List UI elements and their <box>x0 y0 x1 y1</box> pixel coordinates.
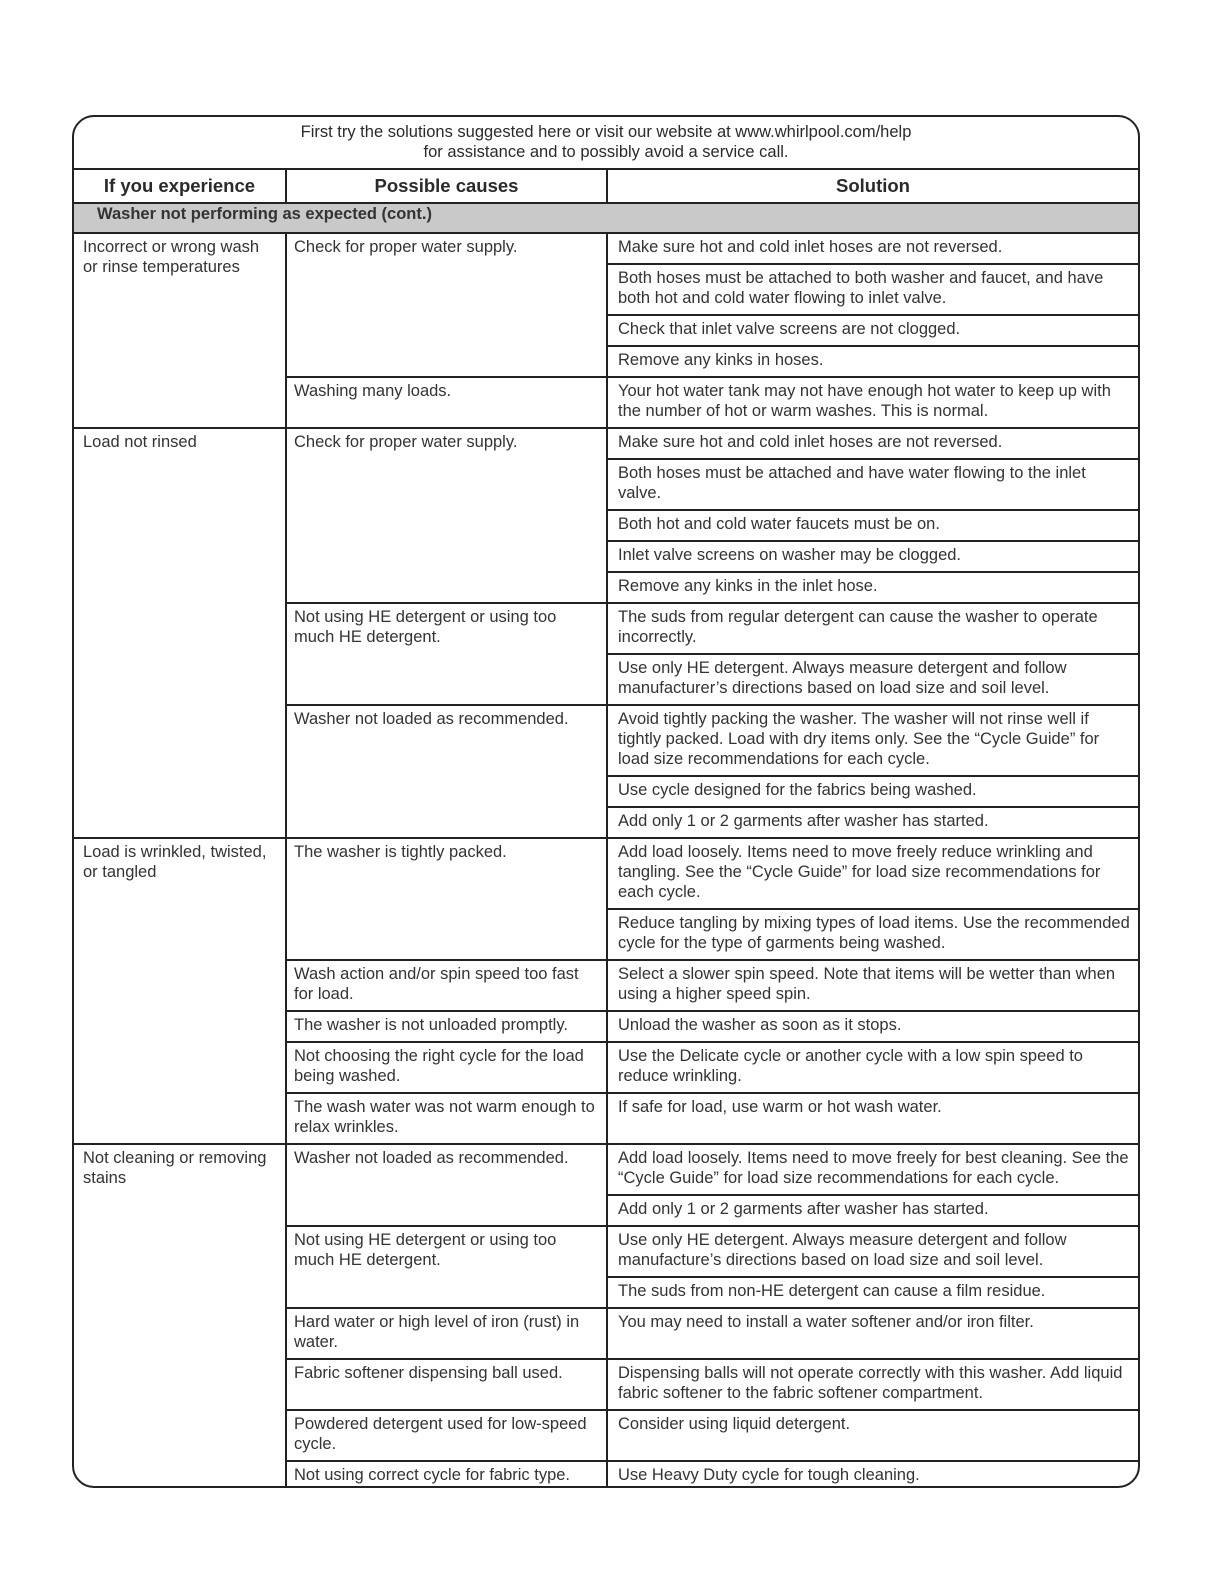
solution-cell: Check that inlet valve screens are not clogged. <box>607 315 1138 346</box>
cause-cell: Hard water or high level of iron (rust) in water. <box>286 1308 607 1359</box>
cause-cell: Washing many loads. <box>286 377 607 428</box>
header-solution: Solution <box>607 170 1138 203</box>
solution-cell: Add load loosely. Items need to move freely reduce wrinkling and tangling. See the “Cycle Guide” for load size recommendations for each cycle. <box>607 838 1138 909</box>
experience-cell: Load not rinsed <box>74 428 286 838</box>
section-row <box>74 203 1138 233</box>
solution-cell: Use Heavy Duty cycle for tough cleaning. <box>618 1466 920 1484</box>
cause-cell: The washer is tightly packed. <box>286 838 607 960</box>
cause-cell: The washer is not unloaded promptly. <box>286 1011 607 1042</box>
solution-cell: Both hoses must be attached and have water flowing to the inlet valve. <box>607 459 1138 510</box>
cause-cell: Not choosing the right cycle for the load being washed. <box>286 1042 607 1093</box>
intro-line-2: for assistance and to possibly avoid a service call. <box>423 143 789 161</box>
cause-cell: Washer not loaded as recommended. <box>286 1144 607 1226</box>
intro-line-1: First try the solutions suggested here or visit our website at www.whirlpool.com/help <box>300 123 912 141</box>
table-row <box>74 428 1138 459</box>
solution-cell: Add load loosely. Items need to move freely for best cleaning. See the “Cycle Guide” for load size recommendations for each cycle. <box>607 1144 1138 1195</box>
solution-cell: Consider using liquid detergent. <box>607 1410 1138 1461</box>
solution-cell: The suds from regular detergent can cause the washer to operate incorrectly. <box>607 603 1138 654</box>
header-row <box>74 170 1138 203</box>
intro-note <box>74 117 1138 170</box>
solution-cell: Make sure hot and cold inlet hoses are not reversed. <box>607 233 1138 264</box>
solution-cell: Use cycle designed for the fabrics being washed. <box>607 776 1138 807</box>
experience-cell: Load is wrinkled, twisted, or tangled <box>74 838 286 1144</box>
header-causes: Possible causes <box>286 170 607 203</box>
solution-cell: You may need to install a water softener and/or iron filter. <box>607 1308 1138 1359</box>
solution-cell: Inlet valve screens on washer may be clogged. <box>607 541 1138 572</box>
cause-cell: Check for proper water supply. <box>286 428 607 603</box>
solution-cell: Add only 1 or 2 garments after washer has started. <box>607 1195 1138 1226</box>
table-row <box>74 233 1138 264</box>
solution-cell: Make sure hot and cold inlet hoses are not reversed. <box>607 428 1138 459</box>
cause-cell: Not using HE detergent or using too much HE detergent. <box>286 603 607 705</box>
solution-cell: Your hot water tank may not have enough hot water to keep up with the number of hot or warm washes. This is normal. <box>607 377 1138 428</box>
solution-cell: The suds from non-HE detergent can cause a film residue. <box>607 1277 1138 1308</box>
solution-cell: Remove any kinks in the inlet hose. <box>607 572 1138 603</box>
solution-cell: Dispensing balls will not operate correctly with this washer. Add liquid fabric softener to the fabric softener compartment. <box>607 1359 1138 1410</box>
solution-cell: Reduce tangling by mixing types of load items. Use the recommended cycle for the type of garments being washed. <box>607 909 1138 960</box>
solution-cell: Use only HE detergent. Always measure detergent and follow manufacture’s directions based on load size and soil level. <box>607 1226 1138 1277</box>
experience-cell: Incorrect or wrong wash or rinse temperatures <box>74 233 286 428</box>
solution-cell: Unload the washer as soon as it stops. <box>607 1011 1138 1042</box>
solution-cell: Both hoses must be attached to both washer and faucet, and have both hot and cold water flowing to inlet valve. <box>607 264 1138 315</box>
cause-cell: Not using HE detergent or using too much HE detergent. <box>286 1226 607 1308</box>
solution-cell: If safe for load, use warm or hot wash water. <box>607 1093 1138 1144</box>
cause-cell: Washer not loaded as recommended. <box>286 705 607 838</box>
cause-cell: Powdered detergent used for low-speed cycle. <box>286 1410 607 1461</box>
header-experience: If you experience <box>74 170 286 203</box>
experience-cell: Not cleaning or removing stains <box>74 1144 286 1488</box>
table-row <box>74 838 1138 909</box>
cause-cell: Not using correct cycle for fabric type. <box>286 1461 607 1488</box>
solution-cell: Use the Delicate cycle or another cycle with a low spin speed to reduce wrinkling. <box>607 1042 1138 1093</box>
cause-cell: Check for proper water supply. <box>286 233 607 377</box>
solution-cell: Avoid tightly packing the washer. The washer will not rinse well if tightly packed. Load with dry items only. See the “Cycle Guide” for load size recommendations for each cycle. <box>607 705 1138 776</box>
cause-cell: The wash water was not warm enough to relax wrinkles. <box>286 1093 607 1144</box>
solution-cell: Remove any kinks in hoses. <box>607 346 1138 377</box>
cause-cell: Fabric softener dispensing ball used. <box>286 1359 607 1410</box>
troubleshooting-table-frame <box>72 115 1140 1488</box>
solution-cell: Add only 1 or 2 garments after washer has started. <box>607 807 1138 838</box>
section-title: Washer not performing as expected (cont.) <box>74 203 1138 233</box>
troubleshooting-table <box>74 170 1138 1488</box>
cause-cell: Wash action and/or spin speed too fast for load. <box>286 960 607 1011</box>
table-row <box>74 1144 1138 1195</box>
solution-cell: Use only HE detergent. Always measure detergent and follow manufacturer’s directions based on load size and soil level. <box>607 654 1138 705</box>
solution-cell: Select a slower spin speed. Note that items will be wetter than when using a higher speed spin. <box>607 960 1138 1011</box>
solution-cell: Both hot and cold water faucets must be on. <box>607 510 1138 541</box>
